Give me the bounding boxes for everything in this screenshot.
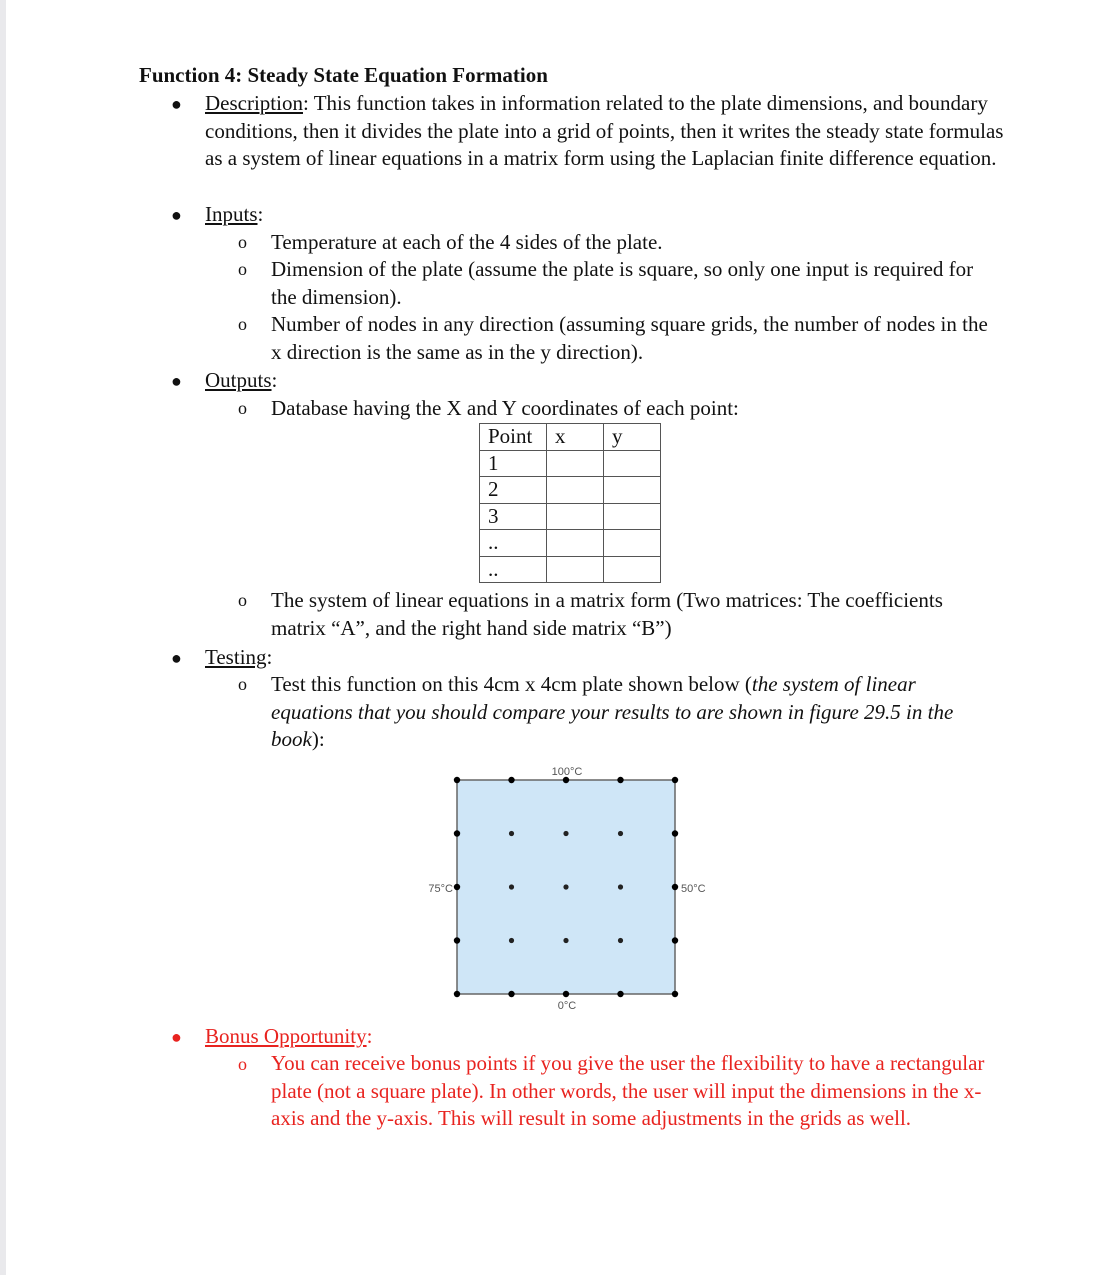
cell: .. xyxy=(480,530,547,557)
grid-node xyxy=(672,777,678,783)
sub-bullet-icon: o xyxy=(238,674,247,694)
bullet-icon: ● xyxy=(171,371,182,391)
inputs-label: Inputs xyxy=(205,202,258,226)
testing-italic: the system of linear equations that you should compare your results to are shown in figure 29.5 in the book xyxy=(271,672,954,751)
right-temp-label: 50°C xyxy=(681,883,706,895)
sub-bullet-icon: o xyxy=(238,314,247,334)
outputs-item: Outputs: xyxy=(205,368,278,392)
bullet-icon: ● xyxy=(171,205,182,225)
testing-item: Testing: xyxy=(205,645,273,669)
output-item: Database having the X and Y coordinates of each point: xyxy=(271,396,739,420)
grid-node xyxy=(454,884,460,890)
grid-node xyxy=(454,830,460,836)
grid-node xyxy=(672,991,678,997)
input-item: Dimension of the plate (assume the plate is square, so only one input is required for the dimension). xyxy=(271,257,974,309)
sub-bullet-icon: o xyxy=(238,259,247,279)
cell: 1 xyxy=(480,450,547,477)
testing-label: Testing xyxy=(205,645,267,669)
sub-bullet-icon: o xyxy=(238,1054,247,1074)
description-label: Description xyxy=(205,91,303,115)
grid-node xyxy=(618,938,623,943)
bullet-icon: ● xyxy=(171,1027,182,1047)
grid-node xyxy=(508,991,514,997)
grid-node xyxy=(509,884,514,889)
bonus-text: You can receive bonus points if you give the user the flexibility to have a rectangular plate (not a square plate). In other words, the user will input the dimensions in the x-axis and the y-axis. This will result in some adjustments in the grids as well. xyxy=(271,1051,985,1130)
grid-node xyxy=(672,884,678,890)
sub-bullet-icon: o xyxy=(238,232,247,252)
description-text: : This function takes in information related to the plate dimensions, and boundary conditions, then it divides the plate into a grid of points, then it writes the steady state formulas as a system of linear equations in a matrix form using the Laplacian finite difference equation. xyxy=(205,91,1004,170)
input-item: Number of nodes in any direction (assuming square grids, the number of nodes in the x direction is the same as in the y direction). xyxy=(271,312,988,364)
grid-node xyxy=(672,830,678,836)
grid-node xyxy=(563,991,569,997)
grid-node xyxy=(509,938,514,943)
cell: 2 xyxy=(480,477,547,504)
testing-suffix: ): xyxy=(311,727,325,751)
input-item: Temperature at each of the 4 sides of the plate. xyxy=(271,230,663,254)
grid-node xyxy=(618,831,623,836)
grid-node xyxy=(672,937,678,943)
header-point: Point xyxy=(480,424,547,451)
grid-node xyxy=(563,884,568,889)
top-temp-label: 100°C xyxy=(551,766,583,778)
grid-node xyxy=(454,937,460,943)
inputs-item: Inputs: xyxy=(205,202,264,226)
sub-bullet-icon: o xyxy=(238,590,247,610)
sub-bullet-icon: o xyxy=(238,398,247,418)
grid-node xyxy=(508,777,514,783)
bullet-icon: ● xyxy=(171,94,182,114)
left-temp-label: 75°C xyxy=(428,883,453,895)
grid-node xyxy=(617,777,623,783)
header-y: y xyxy=(604,424,661,451)
grid-node xyxy=(509,831,514,836)
bottom-temp-label: 0°C xyxy=(557,1000,577,1012)
bonus-label: Bonus Opportunity xyxy=(205,1024,367,1048)
cell: .. xyxy=(480,556,547,583)
grid-node xyxy=(454,777,460,783)
bullet-icon: ● xyxy=(171,648,182,668)
grid-node xyxy=(563,938,568,943)
testing-prefix: Test this function on this 4cm x 4cm plate shown below ( xyxy=(271,672,752,696)
grid-node xyxy=(563,831,568,836)
outputs-label: Outputs xyxy=(205,368,272,392)
grid-node xyxy=(618,884,623,889)
grid-node xyxy=(454,991,460,997)
section-heading: Function 4: Steady State Equation Formation xyxy=(139,63,548,87)
header-x: x xyxy=(547,424,604,451)
output-item: The system of linear equations in a matrix form (Two matrices: The coefficients matrix “A”, and the right hand side matrix “B”) xyxy=(271,588,943,640)
bonus-item: Bonus Opportunity: xyxy=(205,1024,373,1048)
grid-node xyxy=(617,991,623,997)
cell: 3 xyxy=(480,503,547,530)
